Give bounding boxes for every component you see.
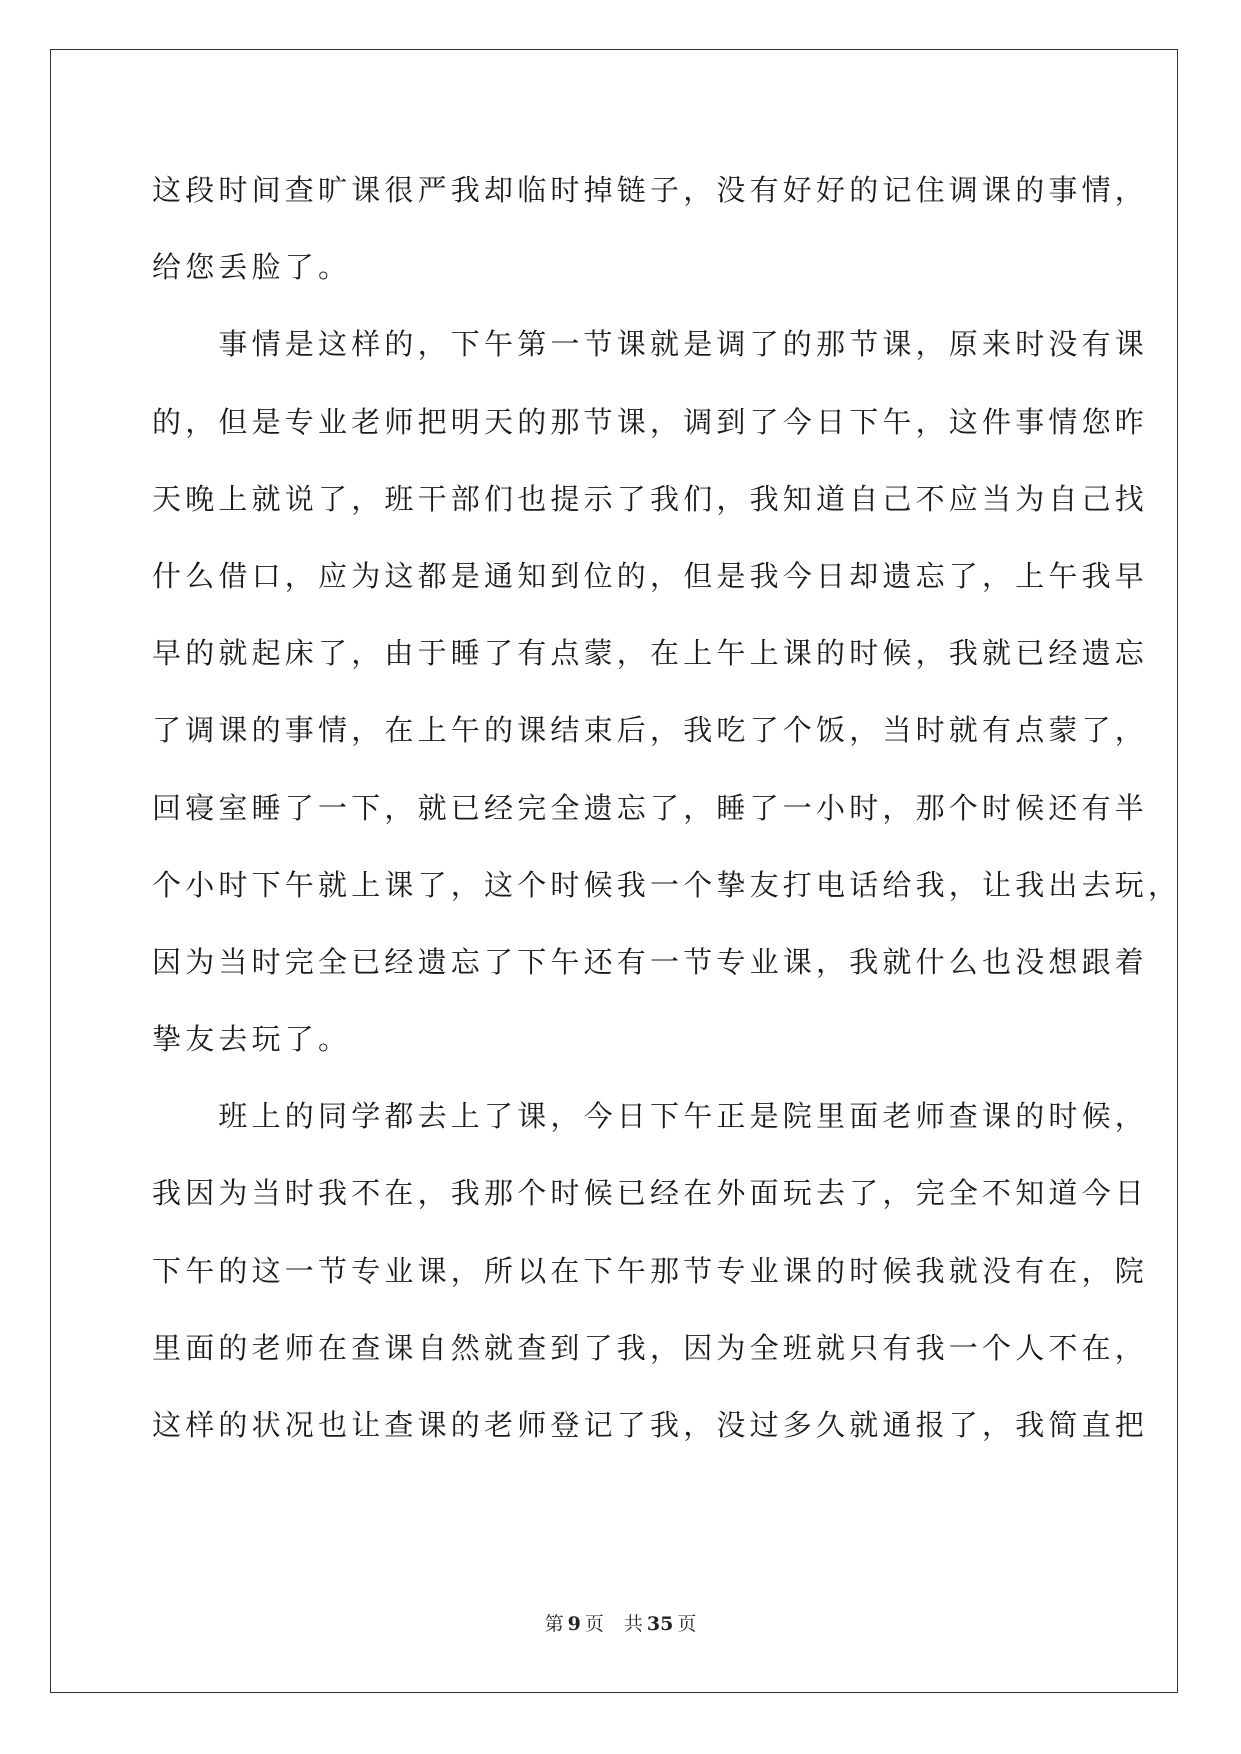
total-suffix: 页 [677, 1613, 697, 1635]
text-line: 给您丢脸了。 [152, 250, 352, 285]
text-line: 挚友去玩了。 [152, 1022, 352, 1057]
text-line: 班上的同学都去上了课，今日下午正是院里面老师查课的时候， [152, 1099, 1149, 1134]
text-line: 了调课的事情，在上午的课结束后，我吃了个饭，当时就有点蒙了， [152, 713, 1149, 748]
text-line: 早的就起床了，由于睡了有点蒙，在上午上课的时候，我就已经遗忘 [152, 636, 1149, 671]
text-line: 这样的状况也让查课的老师登记了我，没过多久就通报了，我简直把 [152, 1408, 1149, 1442]
text-line: 因为当时完全已经遗忘了下午还有一节专业课，我就什么也没想跟着 [152, 944, 1149, 979]
text-line: 个小时下午就上课了，这个时候我一个挚友打电话给我，让我出去玩， [152, 867, 1182, 902]
text-line: 的，但是专业老师把明天的那节课，调到了今日下午，这件事情您昨 [152, 404, 1149, 439]
text-line: 什么借口，应为这都是通知到位的，但是我今日却遗忘了，上午我早 [152, 558, 1149, 593]
text-line: 事情是这样的，下午第一节课就是调了的那节课，原来时没有课 [152, 327, 1149, 362]
text-line: 下午的这一节专业课，所以在下午那节专业课的时候我就没有在，院 [152, 1253, 1149, 1288]
text-line: 回寝室睡了一下，就已经完全遗忘了，睡了一小时，那个时候还有半 [152, 790, 1149, 825]
text-line: 天晚上就说了，班干部们也提示了我们，我知道自己不应当为自己找 [152, 481, 1149, 516]
page-suffix: 页 [584, 1613, 604, 1635]
text-line: 这段时间查旷课很严我却临时掉链子，没有好好的记住调课的事情， [152, 173, 1149, 207]
page-footer [0, 1609, 1241, 1636]
document-body [152, 162, 1182, 1474]
text-line: 我因为当时我不在，我那个时候已经在外面玩去了，完全不知道今日 [152, 1176, 1149, 1211]
page-prefix: 第 [544, 1613, 564, 1635]
page-number: 9 [567, 1613, 581, 1635]
text-line: 里面的老师在查课自然就查到了我，因为全班就只有我一个人不在， [152, 1330, 1149, 1365]
total-pages: 35 [646, 1613, 674, 1635]
total-prefix: 共 [623, 1613, 643, 1635]
